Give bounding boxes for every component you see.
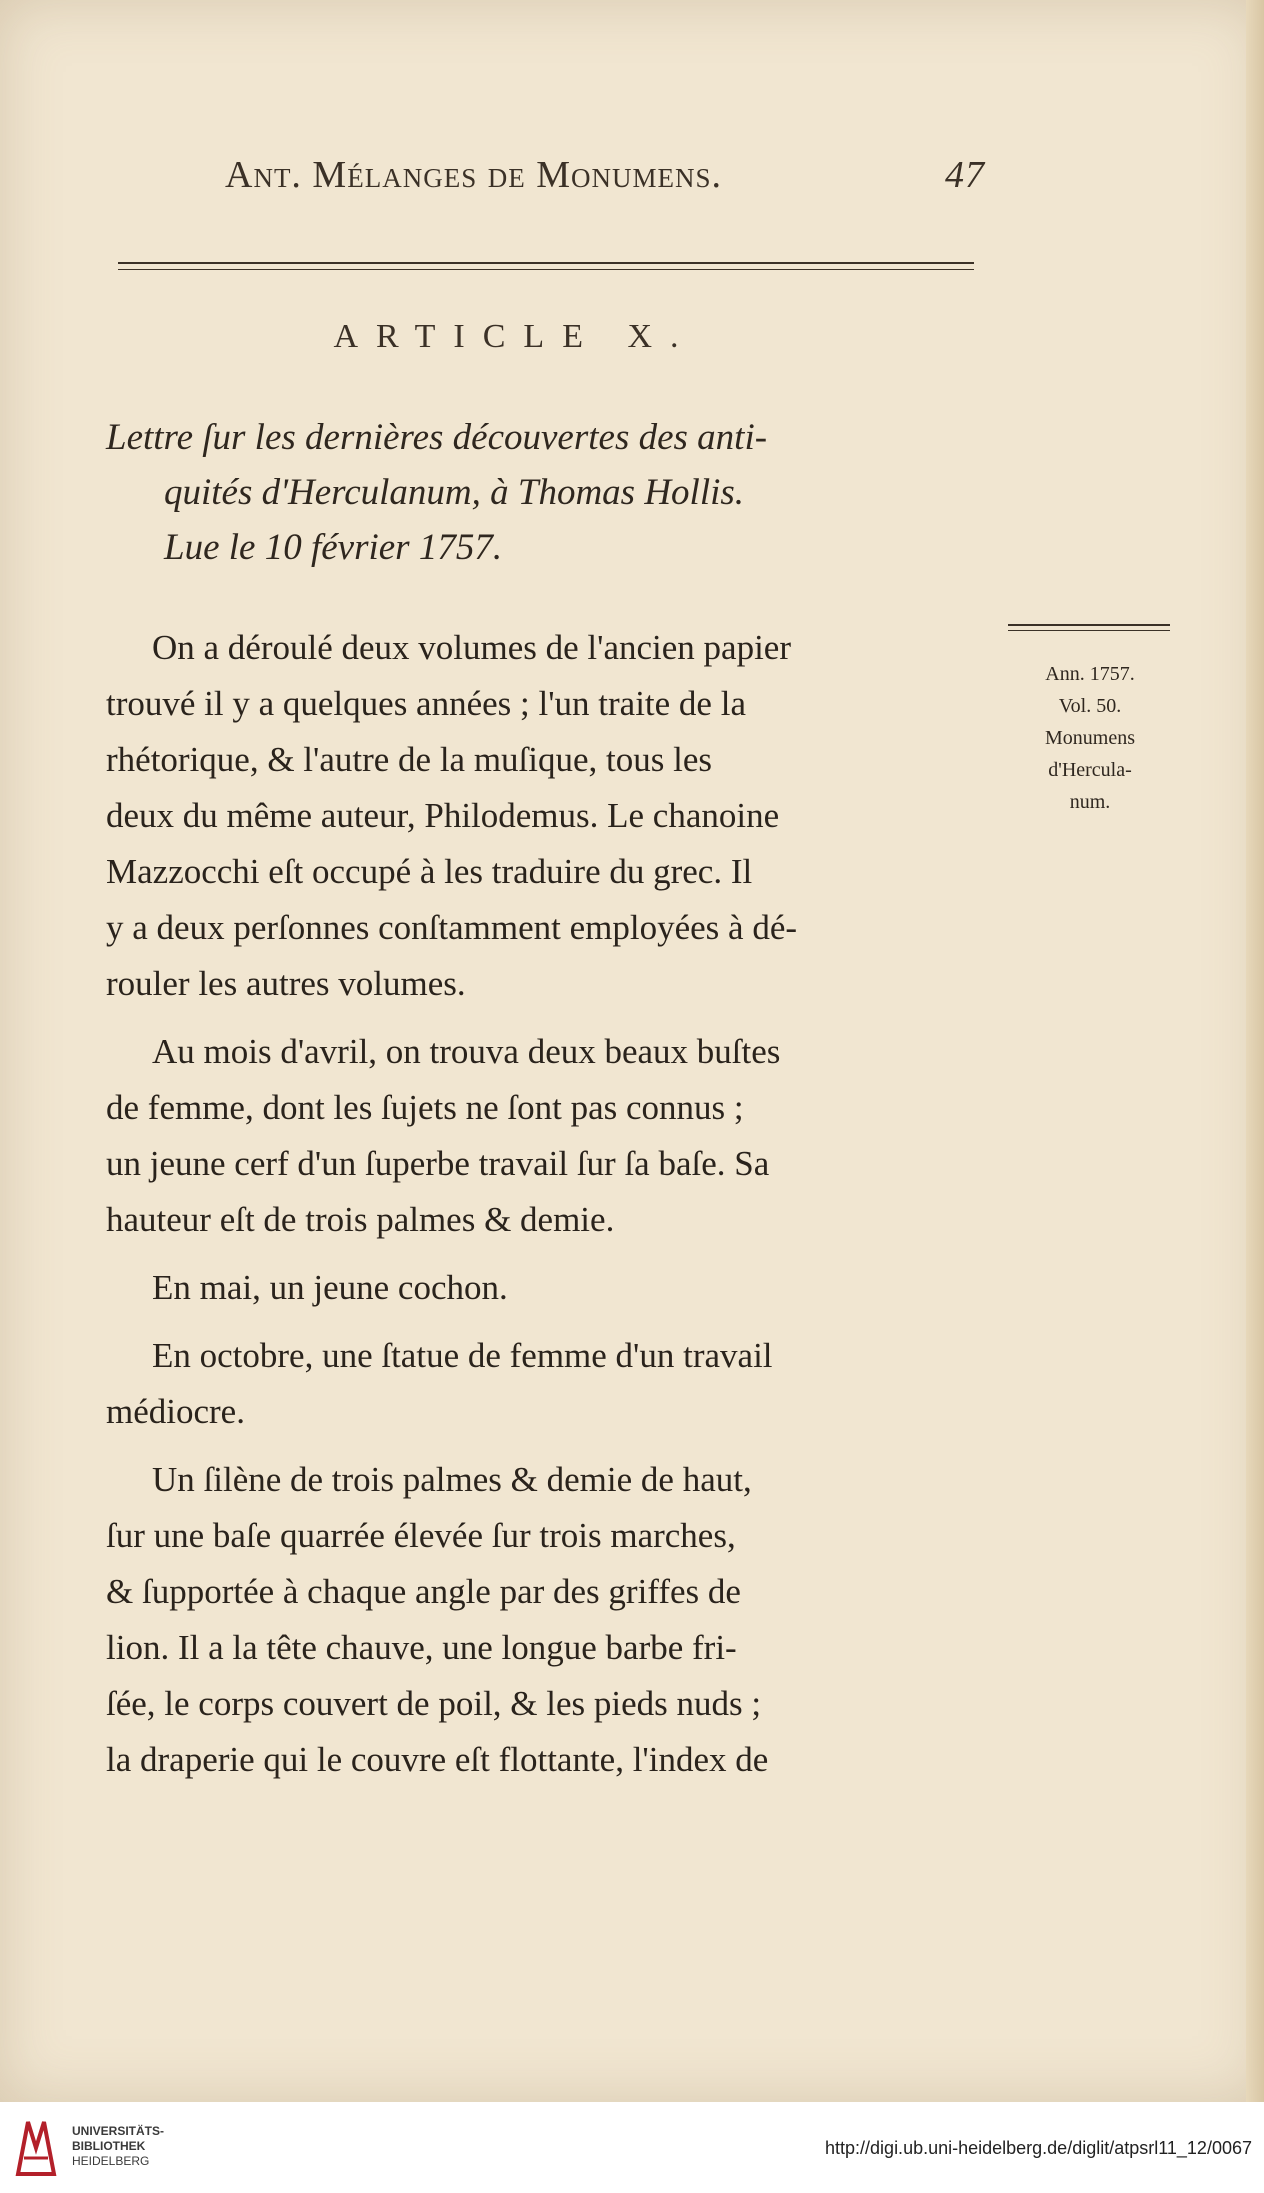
text-line: Au mois d'avril, on trouva deux beaux buſtes bbox=[152, 1032, 781, 1071]
footer-bar bbox=[0, 2102, 1264, 2193]
article-title-line: Lettre ſur les dernières découvertes des anti- bbox=[106, 417, 768, 458]
text-line: Mazzocchi eſt occupé à les traduire du grec. Il bbox=[106, 852, 753, 891]
text-line: y a deux perſonnes conſtamment employées à dé- bbox=[106, 908, 798, 947]
marginal-note-line: d'Hercula- bbox=[1048, 759, 1132, 781]
text-line: la draperie qui le couvre eſt flottante, l'index de bbox=[106, 1740, 769, 1779]
article-title-line: quités d'Herculanum, à Thomas Hollis. bbox=[164, 472, 745, 513]
article-heading: ARTICLE X. bbox=[333, 318, 697, 355]
page-number: 47 bbox=[945, 154, 985, 196]
text-line: On a déroulé deux volumes de l'ancien papier bbox=[152, 628, 791, 667]
text-line: lion. Il a la tête chauve, une longue barbe fri- bbox=[106, 1628, 737, 1667]
text-line: & ſupportée à chaque angle par des griffes de bbox=[106, 1572, 741, 1611]
text-line: Un ſilène de trois palmes & demie de haut, bbox=[152, 1460, 752, 1499]
institution-line: HEIDELBERG bbox=[72, 2154, 150, 2168]
header-rule bbox=[118, 262, 974, 270]
text-line: de femme, dont les ſujets ne ſont pas connus ; bbox=[106, 1088, 744, 1127]
body-text bbox=[106, 620, 986, 1788]
text-line: ſur une baſe quarrée élevée ſur trois marches, bbox=[106, 1516, 736, 1555]
university-library-logo-icon[interactable] bbox=[14, 2118, 58, 2178]
marginal-note-line: num. bbox=[1069, 791, 1111, 813]
marginal-note-line: Ann. 1757. bbox=[1045, 663, 1135, 685]
marginal-note bbox=[1000, 658, 1180, 818]
running-head-title: Ant. Mélanges de Monumens. bbox=[225, 154, 723, 196]
paragraph bbox=[106, 1328, 986, 1440]
page-edge bbox=[1246, 0, 1264, 2102]
institution-line: BIBLIOTHEK bbox=[72, 2139, 146, 2153]
text-line: trouvé il y a quelques années ; l'un traite de la bbox=[106, 684, 746, 723]
marginal-note-line: Vol. 50. bbox=[1058, 695, 1122, 717]
marginal-rule bbox=[1008, 624, 1170, 631]
text-line: rouler les autres volumes. bbox=[106, 964, 466, 1003]
marginal-note-line: Monumens bbox=[1045, 727, 1135, 749]
text-line: un jeune cerf d'un ſuperbe travail ſur ſa baſe. Sa bbox=[106, 1144, 770, 1183]
institution-line: UNIVERSITÄTS- bbox=[72, 2124, 165, 2138]
institution-name bbox=[72, 2124, 164, 2169]
paragraph bbox=[106, 620, 986, 1012]
text-line: En mai, un jeune cochon. bbox=[152, 1268, 508, 1307]
paragraph bbox=[106, 1260, 986, 1316]
source-url[interactable]: http://digi.ub.uni-heidelberg.de/diglit/atpsrl11_12/0067 bbox=[825, 2138, 1252, 2158]
text-line: hauteur eſt de trois palmes & demie. bbox=[106, 1200, 615, 1239]
article-title bbox=[106, 410, 986, 575]
text-line: rhétorique, & l'autre de la muſique, tous les bbox=[106, 740, 713, 779]
running-head bbox=[225, 153, 985, 203]
text-line: ſée, le corps couvert de poil, & les pieds nuds ; bbox=[106, 1684, 762, 1723]
text-line: deux du même auteur, Philodemus. Le chanoine bbox=[106, 796, 780, 835]
article-title-line: Lue le 10 février 1757. bbox=[164, 527, 503, 568]
paragraph bbox=[106, 1024, 986, 1248]
text-line: En octobre, une ſtatue de femme d'un travail bbox=[152, 1336, 773, 1375]
paragraph bbox=[106, 1452, 986, 1788]
text-line: médiocre. bbox=[106, 1392, 245, 1431]
